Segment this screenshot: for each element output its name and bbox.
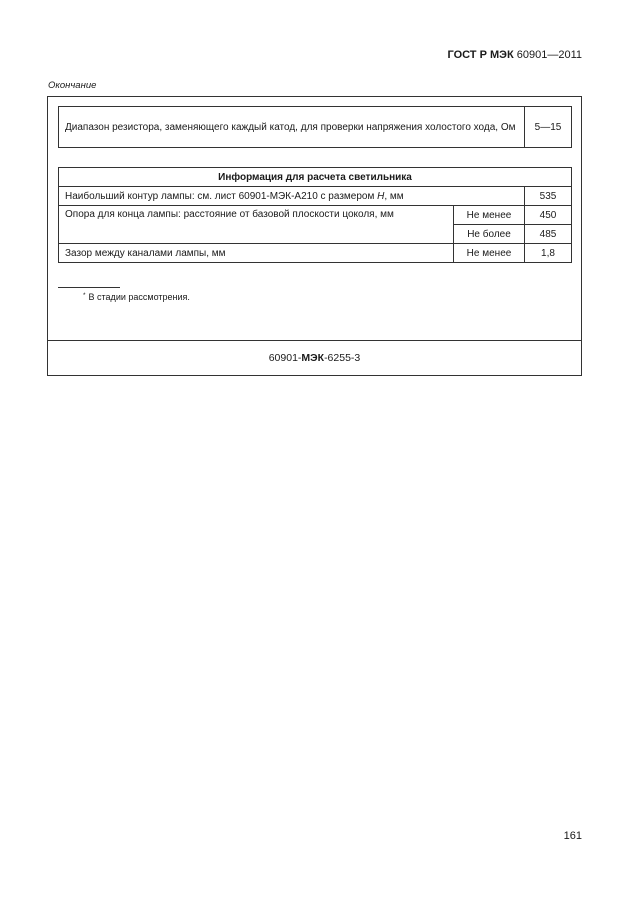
contour-value: 535: [525, 187, 572, 206]
sheet-ref-part2: МЭК: [301, 352, 325, 364]
footnote-marker: *: [83, 292, 86, 299]
sheet-ref-part1: 60901-: [268, 352, 302, 364]
standard-number: 60901—2011: [513, 49, 582, 61]
footnote-text: В стадии рассмотрения.: [88, 292, 190, 302]
contour-label-symbol: H: [377, 190, 385, 202]
continuation-label: Окончание: [48, 80, 97, 91]
table-row: [59, 206, 572, 225]
support-limit-min: Не менее: [454, 206, 525, 225]
support-value-min: 450: [525, 206, 572, 225]
resistor-range-value: 5—15: [525, 107, 572, 148]
gap-value: 1,8: [525, 244, 572, 263]
standard-prefix: ГОСТ Р МЭК: [447, 49, 514, 61]
table-title: Информация для расчета светильника: [59, 168, 572, 187]
support-limit-max: Не более: [454, 225, 525, 244]
support-label: Опора для конца лампы: расстояние от базовой плоскости цоколя, мм: [59, 206, 454, 244]
gap-label: Зазор между каналами лампы, мм: [59, 244, 454, 263]
page-number: 161: [563, 830, 582, 842]
sheet-reference: [48, 352, 581, 364]
luminaire-info-table: [58, 167, 572, 263]
support-value-max: 485: [525, 225, 572, 244]
contour-label: [59, 187, 525, 206]
table-row: [59, 244, 572, 263]
table-row: [59, 187, 572, 206]
data-sheet: [47, 96, 582, 376]
footnote: [83, 292, 190, 302]
resistor-range-label: Диапазон резистора, заменяющего каждый катод, для проверки напряжения холостого хода, Ом: [59, 107, 525, 148]
contour-label-suffix: , мм: [384, 190, 404, 202]
table-title-row: [59, 168, 572, 187]
footnote-divider: [58, 287, 120, 288]
document-header: [447, 49, 582, 61]
resistor-table: [58, 106, 572, 148]
table-row: [59, 107, 572, 148]
gap-limit: Не менее: [454, 244, 525, 263]
sheet-ref-part3: -6255-3: [324, 352, 361, 364]
sheet-divider: [48, 340, 581, 341]
contour-label-prefix: Наибольший контур лампы: см. лист 60901-МЭК-A210 с размером: [65, 190, 378, 202]
